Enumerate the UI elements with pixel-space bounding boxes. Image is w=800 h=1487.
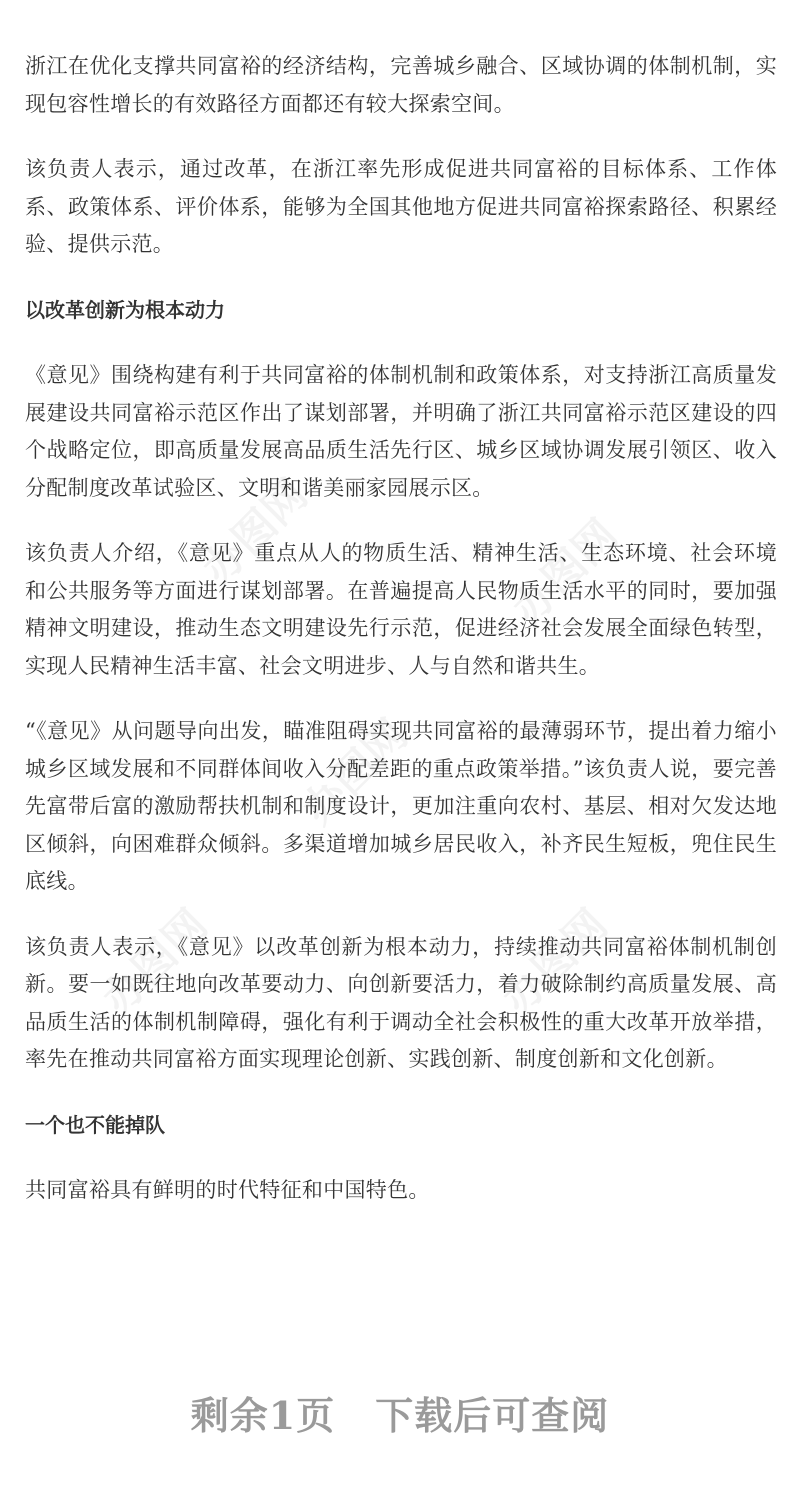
paragraph: “《意见》从问题导向出发，瞄准阻碍实现共同富裕的最薄弱环节，提出着力缩小城乡区域发展和不同群体间收入分配差距的重点政策举措。”该负责人说，要完善先富带后富的激励帮扶机制和制度设计，更加注重向农村、基层、相对欠发达地区倾斜，向困难群众倾斜。多渠道增加城乡居民收入，补齐民生短板，兜住民生底线。	[25, 719, 777, 893]
download-hint-label: 下载后可查阅	[375, 1393, 610, 1438]
section-heading: 以改革创新为根本动力	[25, 297, 225, 322]
watermark: 办图网	[502, 509, 627, 634]
download-prompt[interactable]	[0, 1385, 800, 1440]
paragraph: 该负责人表示，《意见》以改革创新为根本动力，持续推动共同富裕体制机制创新。要一如既往地向改革要动力、向创新要活力，着力破除制约高质量发展、高品质生活的体制机制障碍，强化有利于调动全社会积极性的重大改革开放举措，率先在推动共同富裕方面实现理论创新、实践创新、制度创新和文化创新。	[25, 934, 777, 1071]
watermark: 办图网	[92, 899, 217, 1024]
paragraph: 该负责人表示，通过改革，在浙江率先形成促进共同富裕的目标体系、工作体系、政策体系、评价体系，能够为全国其他地方促进共同富裕探索路径、积累经验、提供示范。	[25, 157, 777, 256]
paragraph: 该负责人介绍，《意见》重点从人的物质生活、精神生活、生态环境、社会环境和公共服务等方面进行谋划部署。在普遍提高人民物质生活水平的同时，要加强精神文明建设，推动生态文明建设先行示范，促进经济社会发展全面绿色转型，实现人民精神生活丰富、社会文明进步、人与自然和谐共生。	[25, 541, 777, 678]
watermark: 办图网	[192, 469, 317, 594]
watermark: 办图网	[292, 709, 417, 834]
watermark: 办图网	[492, 899, 617, 1024]
paragraph: 《意见》围绕构建有利于共同富裕的体制机制和政策体系，对支持浙江高质量发展建设共同富裕示范区作出了谋划部署，并明确了浙江共同富裕示范区建设的四个战略定位，即高质量发展高品质生活先行区、城乡区域协调发展引领区、收入分配制度改革试验区、文明和谐美丽家园展示区。	[25, 363, 777, 500]
paragraph: 共同富裕具有鲜明的时代特征和中国特色。	[25, 1178, 430, 1202]
paragraph: 浙江在优化支撑共同富裕的经济结构，完善城乡融合、区域协调的体制机制，实现包容性增长的有效路径方面都还有较大探索空间。	[25, 54, 777, 116]
article-body	[25, 48, 777, 1238]
remaining-pages-label: 剩余1页	[190, 1393, 336, 1438]
section-heading: 一个也不能掉队	[25, 1112, 165, 1137]
